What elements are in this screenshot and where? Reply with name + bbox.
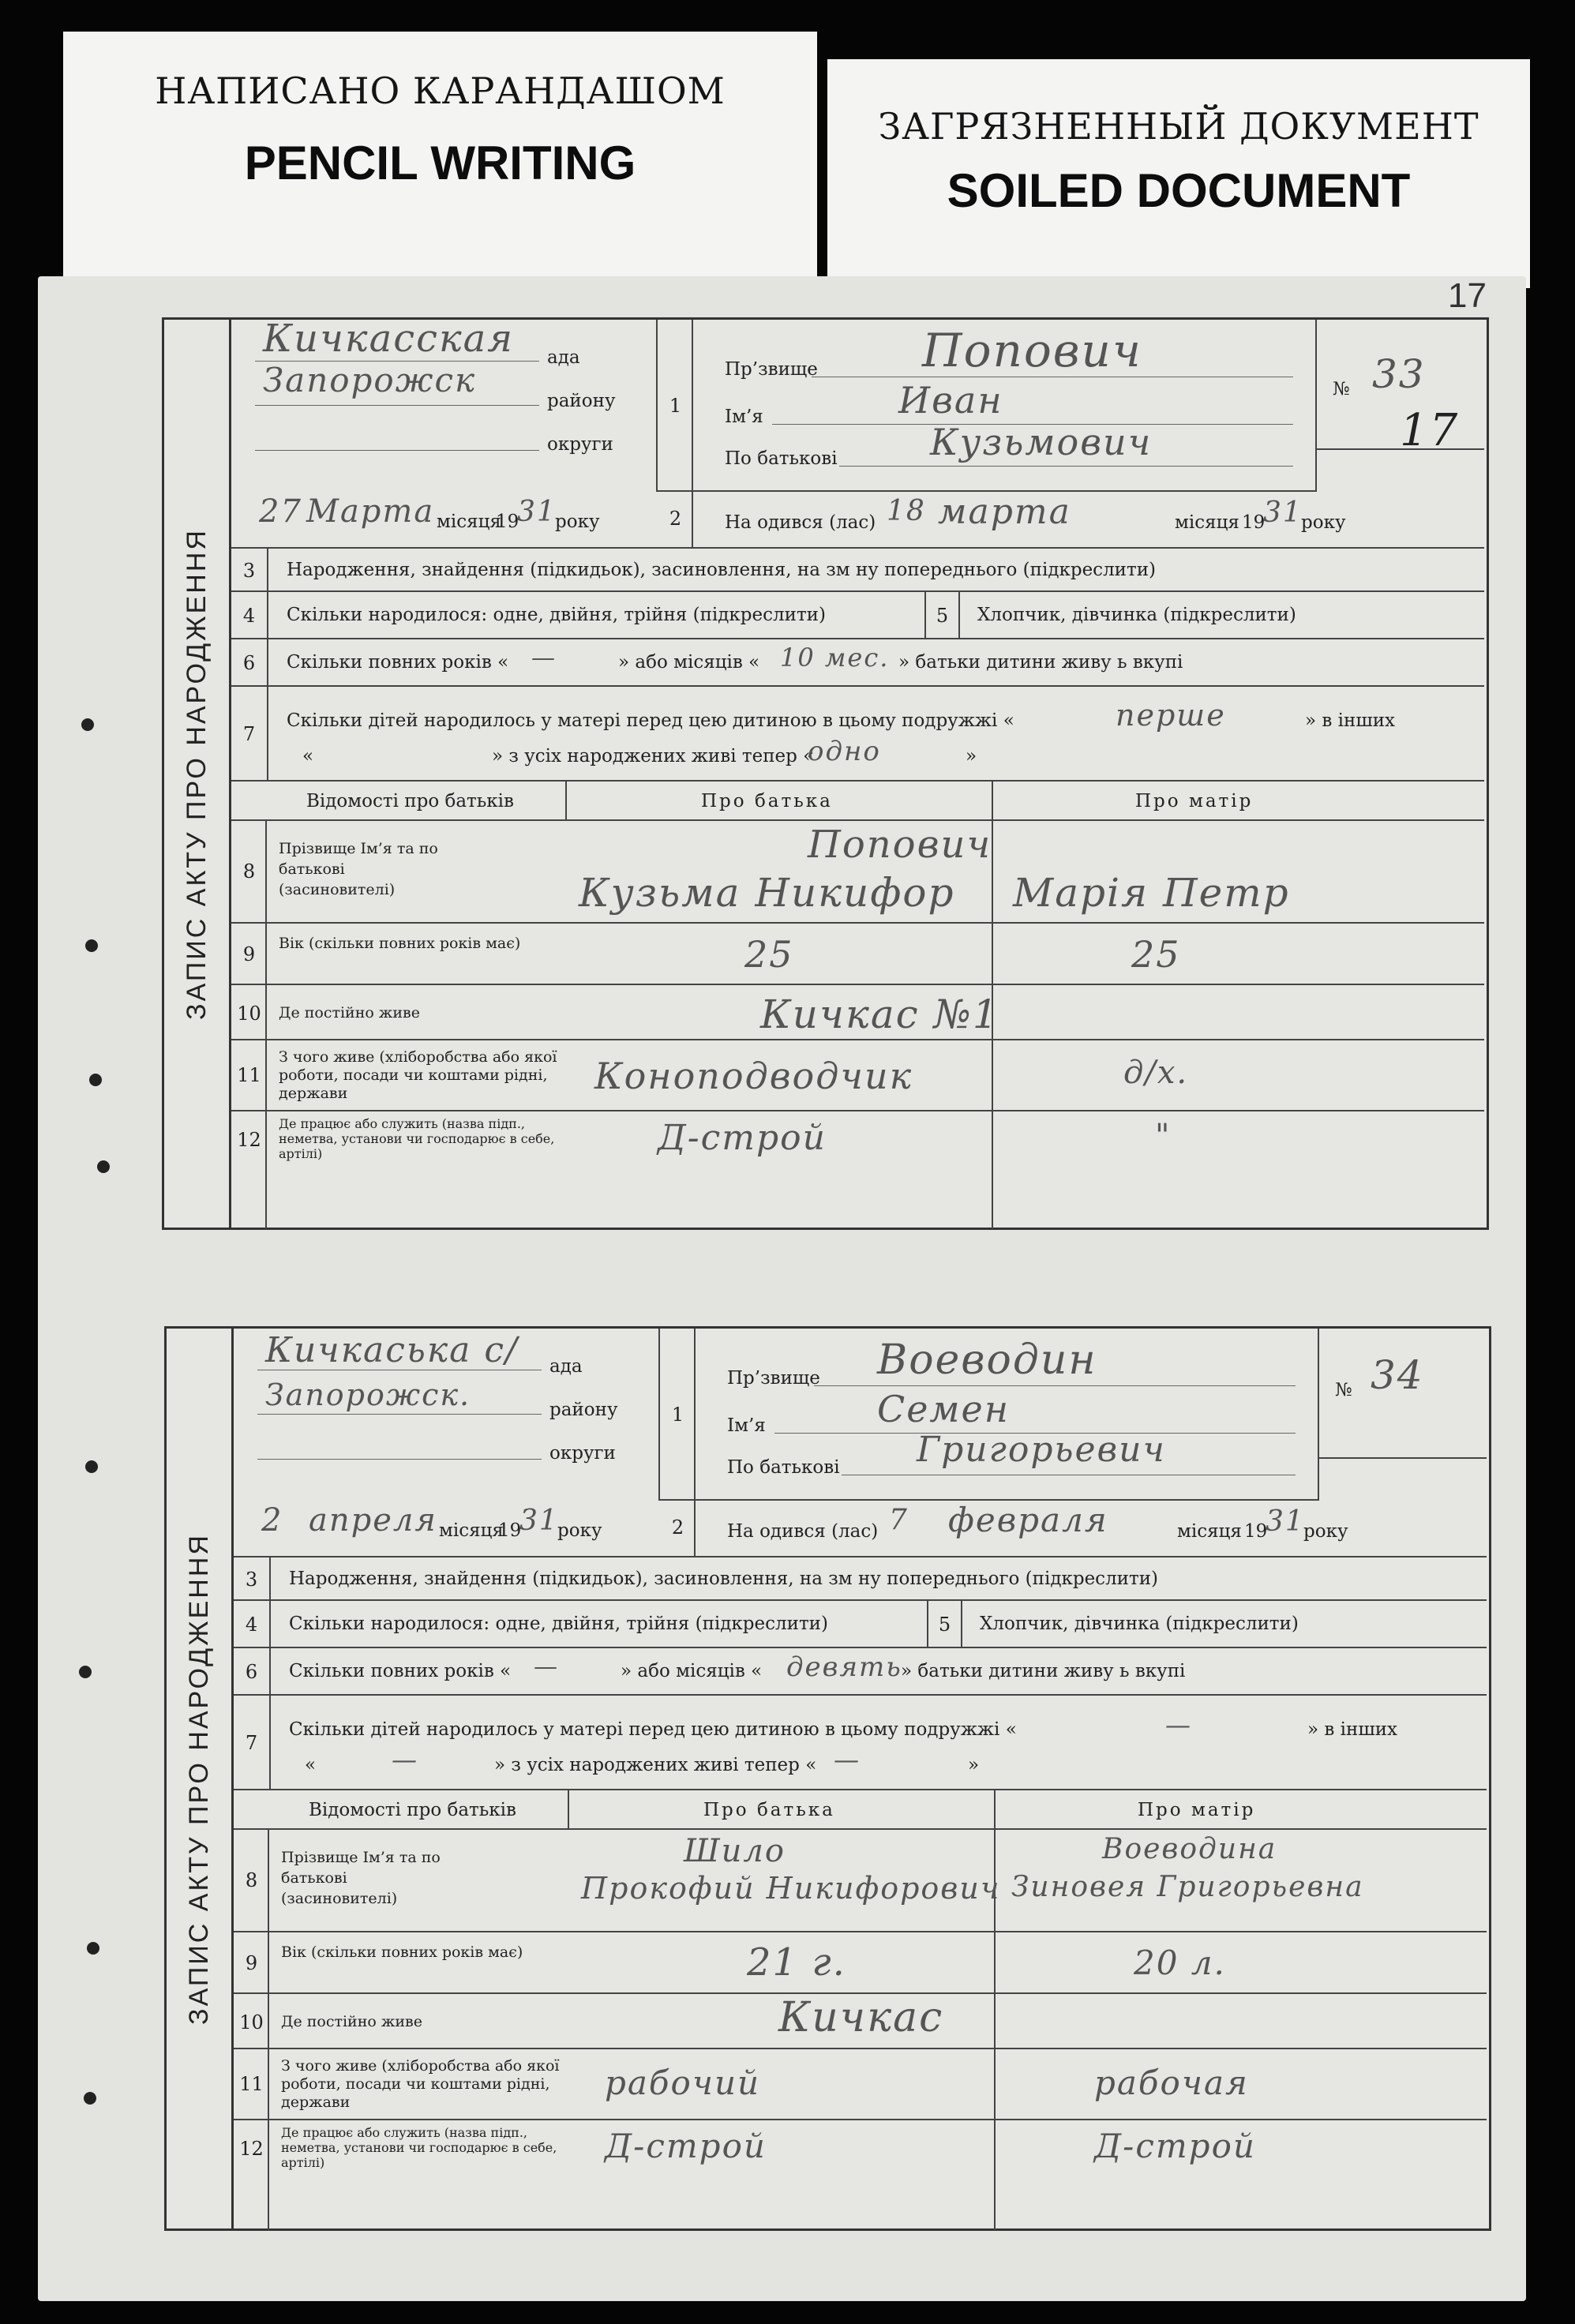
mother-header: Про матір xyxy=(1135,791,1254,812)
children-before: перше xyxy=(1116,698,1226,733)
mother-occupation: д/х. xyxy=(1123,1055,1189,1091)
reg-year: 31 xyxy=(517,496,557,528)
record-sub-number: 17 xyxy=(1400,405,1460,456)
years-together: — xyxy=(531,644,557,672)
year-prefix: 19 xyxy=(1242,512,1266,533)
row-9 xyxy=(231,924,1484,985)
child-surname: Воеводин xyxy=(877,1336,1097,1384)
father-workplace: Д-строй xyxy=(658,1118,827,1158)
row-10 xyxy=(234,1994,1487,2049)
raion-label: району xyxy=(549,1400,618,1420)
row-number: 5 xyxy=(936,605,949,627)
birth-day: 7 xyxy=(889,1504,909,1536)
row-number: 2 xyxy=(671,1516,684,1539)
row-number: 11 xyxy=(237,1064,261,1086)
children-before: — xyxy=(1165,1710,1192,1740)
birth-month: марта xyxy=(938,492,1071,532)
rada-label: ада xyxy=(549,1356,583,1377)
row7-text-c: « xyxy=(302,746,314,767)
row-num-cell xyxy=(660,1501,696,1556)
row9-text: Вік (скільки повних років має) xyxy=(279,935,521,952)
row-number: 8 xyxy=(242,860,256,883)
row-number: 3 xyxy=(242,560,256,582)
record-side-title: ЗАПИС АКТУ ПРО НАРОДЖЕННЯ xyxy=(167,1329,234,2228)
rada-label: ада xyxy=(547,347,580,368)
record-number: 34 xyxy=(1371,1352,1424,1398)
row6-text-a: Скільки повних років « xyxy=(289,1661,512,1681)
reg-day: 27 xyxy=(259,493,302,530)
row3-text: Народження, знайдення (підкидьок), засиновлення, на зм ну попереднього (підкреслити) xyxy=(289,1569,1159,1589)
row12-text: Де працює або служить (назва підп., неметва, установи чи господарює в себе, артілі) xyxy=(279,1116,555,1161)
residence: Кичкас xyxy=(778,1994,944,2041)
father-age: 21 г. xyxy=(747,1940,846,1985)
raion-label: району xyxy=(547,391,616,411)
months-together: 10 мес. xyxy=(780,643,890,673)
binding-hole xyxy=(85,939,98,952)
row-9 xyxy=(234,1932,1487,1994)
birth-day: 18 xyxy=(887,495,926,527)
row6-text-a: Скільки повних років « xyxy=(287,652,509,673)
row7-text-d: » з усіх народжених живі тепер « xyxy=(494,1755,817,1775)
row-8 xyxy=(234,1830,1487,1932)
year-prefix: 19 xyxy=(498,1520,522,1541)
row-8 xyxy=(231,821,1484,924)
binding-hole xyxy=(87,1942,99,1955)
month-label: місяця xyxy=(1177,1521,1242,1542)
child-name-block xyxy=(696,1329,1319,1501)
mother-age: 20 л. xyxy=(1134,1944,1226,1982)
row7-text-e: » xyxy=(968,1755,980,1775)
row-number: 6 xyxy=(242,652,256,674)
born-label: На одився (лас) xyxy=(727,1521,879,1542)
year-label: року xyxy=(555,512,600,532)
row-number: 12 xyxy=(239,2138,264,2160)
row7-text-a: Скільки дітей народилось у матері перед цею дитиною в цьому подружжі « xyxy=(289,1719,1017,1740)
year-label: року xyxy=(557,1520,602,1541)
surname-label: Пр’звище xyxy=(727,1368,820,1389)
pencil-writing-label xyxy=(63,32,817,292)
registration-date xyxy=(234,1501,660,1556)
row7-text-e: » xyxy=(966,746,977,767)
binding-hole xyxy=(97,1160,110,1173)
row-6 xyxy=(231,638,1484,685)
row-7 xyxy=(231,685,1484,780)
child-patronymic: Кузьмович xyxy=(930,421,1153,463)
birth-year: 31 xyxy=(1266,1505,1305,1538)
year-prefix: 19 xyxy=(1244,1521,1268,1542)
record-number: 33 xyxy=(1372,351,1426,397)
okrug-label: округи xyxy=(549,1443,616,1464)
mother-occupation: рабочая xyxy=(1094,2063,1249,2102)
binding-hole xyxy=(84,2092,96,2105)
row-number: 1 xyxy=(671,1404,684,1426)
row6-text-b: » або місяців « xyxy=(621,1661,763,1681)
place-block xyxy=(231,317,658,492)
binding-hole xyxy=(89,1074,102,1086)
row-number: 2 xyxy=(669,508,682,530)
row5-text: Хлопчик, дівчинка (підкреслити) xyxy=(980,1614,1299,1634)
parents-table xyxy=(234,1789,1487,2228)
child-surname: Попович xyxy=(922,324,1142,377)
birth-month: февраля xyxy=(948,1501,1108,1539)
row3-text: Народження, знайдення (підкидьок), засиновлення, на зм ну попереднього (підкреслити) xyxy=(287,560,1157,580)
father-age: 25 xyxy=(744,933,794,976)
mother-name: Марія Петр xyxy=(1013,870,1290,916)
pencil-label-en: PENCIL WRITING xyxy=(244,137,636,189)
child-name-block xyxy=(693,320,1317,492)
birth-year: 31 xyxy=(1263,497,1303,529)
place-raion: Запорожск xyxy=(263,361,477,399)
patronymic-label: По батькові xyxy=(725,448,838,469)
mother-workplace: Д-строй xyxy=(1094,2127,1256,2165)
year-label: року xyxy=(1303,1521,1348,1542)
soiled-label-en: SOILED DOCUMENT xyxy=(947,164,1411,217)
row6-text-c: » батьки дитини живу ь вкупі xyxy=(898,652,1183,673)
row10-text: Де постійно живе xyxy=(281,2013,422,2030)
row9-text: Вік (скільки повних років має) xyxy=(281,1944,523,1961)
mother-workplace: " xyxy=(1155,1118,1172,1154)
parents-table xyxy=(231,780,1484,1228)
number-label: № xyxy=(1335,1380,1352,1400)
place-raion: Запорожск. xyxy=(265,1378,471,1412)
name-label: Ім’я xyxy=(727,1415,766,1436)
row-num-cell xyxy=(658,492,693,547)
page-number: 17 xyxy=(1448,276,1487,315)
father-surname: Шило xyxy=(684,1833,786,1869)
number-label: № xyxy=(1333,379,1350,399)
reg-year: 31 xyxy=(519,1505,559,1537)
months-together: девять xyxy=(786,1651,902,1683)
reg-month: Марта xyxy=(306,493,435,530)
row-10 xyxy=(231,985,1484,1040)
child-name: Семен xyxy=(877,1388,1011,1430)
birth-date-row xyxy=(696,1501,1485,1556)
row-12 xyxy=(231,1111,1484,1190)
children-other: — xyxy=(392,1745,418,1775)
row-number: 9 xyxy=(245,1952,258,1974)
row-number: 1 xyxy=(669,395,682,417)
month-label: місяця xyxy=(1175,512,1239,533)
row7-text-a: Скільки дітей народилось у матері перед цею дитиною в цьому подружжі « xyxy=(287,710,1014,731)
mother-surname: Воеводина xyxy=(1102,1833,1277,1865)
parents-surname: Попович xyxy=(808,823,992,867)
reg-month: апреля xyxy=(309,1502,437,1539)
residence: Кичкас №1 xyxy=(760,991,999,1037)
surname-label: Пр’звище xyxy=(725,359,818,380)
row8-text: Прізвище Ім’я та по батькові (засиновителі) xyxy=(281,1849,441,1907)
row-number: 5 xyxy=(938,1614,951,1636)
month-label: місяця xyxy=(437,512,501,532)
row-6 xyxy=(234,1647,1487,1694)
row-number: 10 xyxy=(239,2011,264,2034)
row10-text: Де постійно живе xyxy=(279,1004,420,1021)
soiled-label-ru: ЗАГРЯЗНЕННЫЙ ДОКУМЕНТ xyxy=(878,105,1479,148)
row-number: 8 xyxy=(245,1869,258,1891)
father-workplace: Д-строй xyxy=(605,2127,767,2165)
year-prefix: 19 xyxy=(496,512,519,532)
father-name: Кузьма Никифор xyxy=(579,870,955,916)
father-occupation: Коноподводчик xyxy=(594,1055,913,1097)
row11-text: З чого живе (хліборобства або якої роботи, посади чи коштами рідні, держави xyxy=(279,1048,557,1102)
record-side-title: ЗАПИС АКТУ ПРО НАРОДЖЕННЯ xyxy=(164,320,231,1228)
row-number: 10 xyxy=(237,1003,261,1025)
row7-text-b: » в інших xyxy=(1305,710,1396,731)
okrug-label: округи xyxy=(547,434,613,455)
row-num-cell xyxy=(660,1329,696,1501)
row-number: 4 xyxy=(242,605,256,627)
row4-text: Скільки народилося: одне, двійня, трійня (підкреслити) xyxy=(287,605,826,625)
record-number-box xyxy=(1319,1329,1487,1459)
row4-text: Скільки народилося: одне, двійня, трійня (підкреслити) xyxy=(289,1614,828,1634)
birth-date-row xyxy=(693,492,1483,547)
row11-text: З чого живе (хліборобства або якої роботи, посади чи коштами рідні, держави xyxy=(281,2057,560,2111)
row5-text: Хлопчик, дівчинка (підкреслити) xyxy=(977,605,1296,625)
born-label: На одився (лас) xyxy=(725,512,876,533)
row-12 xyxy=(234,2120,1487,2199)
row-7 xyxy=(234,1694,1487,1789)
binding-hole xyxy=(81,718,94,731)
birth-record-34 xyxy=(164,1326,1491,2231)
father-name: Прокофий Никифорович xyxy=(581,1871,1001,1906)
year-label: року xyxy=(1301,512,1346,533)
father-occupation: рабочий xyxy=(605,2063,761,2102)
row-4-5 xyxy=(231,590,1484,638)
row7-text-c: « xyxy=(305,1755,317,1775)
children-alive: — xyxy=(834,1745,861,1775)
years-together: — xyxy=(534,1653,559,1681)
place-block xyxy=(234,1329,660,1501)
parents-header: Відомості про батьків xyxy=(306,791,514,812)
row-11 xyxy=(234,2049,1487,2120)
row12-text: Де працює або служить (назва підп., неметва, установи чи господарює в себе, артілі) xyxy=(281,2125,557,2170)
birth-record-33 xyxy=(162,317,1489,1230)
mother-header: Про матір xyxy=(1138,1800,1256,1820)
row-11 xyxy=(231,1040,1484,1111)
month-label: місяця xyxy=(439,1520,504,1541)
reg-day: 2 xyxy=(261,1502,283,1539)
registration-date xyxy=(231,492,658,547)
pencil-label-ru: НАПИСАНО КАРАНДАШОМ xyxy=(155,69,726,112)
row7-text-b: » в інших xyxy=(1307,1719,1398,1740)
row-number: 3 xyxy=(245,1569,258,1591)
father-header: Про батька xyxy=(701,791,833,812)
father-header: Про батька xyxy=(703,1800,835,1820)
binding-hole xyxy=(79,1666,92,1678)
row-3 xyxy=(234,1556,1487,1599)
mother-age: 25 xyxy=(1131,933,1181,976)
row8-text: Прізвище Ім’я та по батькові (засиновителі) xyxy=(279,840,438,898)
parents-header: Відомості про батьків xyxy=(309,1800,516,1820)
row-number: 6 xyxy=(245,1661,258,1683)
binding-hole xyxy=(85,1460,98,1473)
row-num-cell xyxy=(658,320,693,492)
child-patronymic: Григорьевич xyxy=(917,1430,1166,1470)
row7-text-d: » з усіх народжених живі тепер « xyxy=(492,746,815,767)
place-city: Кичкаська с/ xyxy=(265,1330,519,1370)
place-city: Кичкасская xyxy=(263,317,515,361)
child-name: Иван xyxy=(898,379,1003,422)
patronymic-label: По батькові xyxy=(727,1457,840,1478)
row-number: 12 xyxy=(237,1129,261,1151)
row-number: 4 xyxy=(245,1614,258,1636)
soiled-document-label xyxy=(827,59,1530,288)
row-number: 11 xyxy=(239,2073,264,2095)
children-alive: одно xyxy=(808,736,881,767)
row-number: 7 xyxy=(245,1732,258,1754)
record-number-box xyxy=(1317,320,1484,456)
row6-text-c: » батьки дитини живу ь вкупі xyxy=(901,1661,1186,1681)
row6-text-b: » або місяців « xyxy=(618,652,760,673)
row-4-5 xyxy=(234,1599,1487,1647)
row-3 xyxy=(231,547,1484,590)
row-number: 9 xyxy=(242,943,256,965)
name-label: Ім’я xyxy=(725,407,763,427)
mother-name: Зиновея Григорьевна xyxy=(1011,1871,1364,1903)
row-number: 7 xyxy=(242,723,256,745)
